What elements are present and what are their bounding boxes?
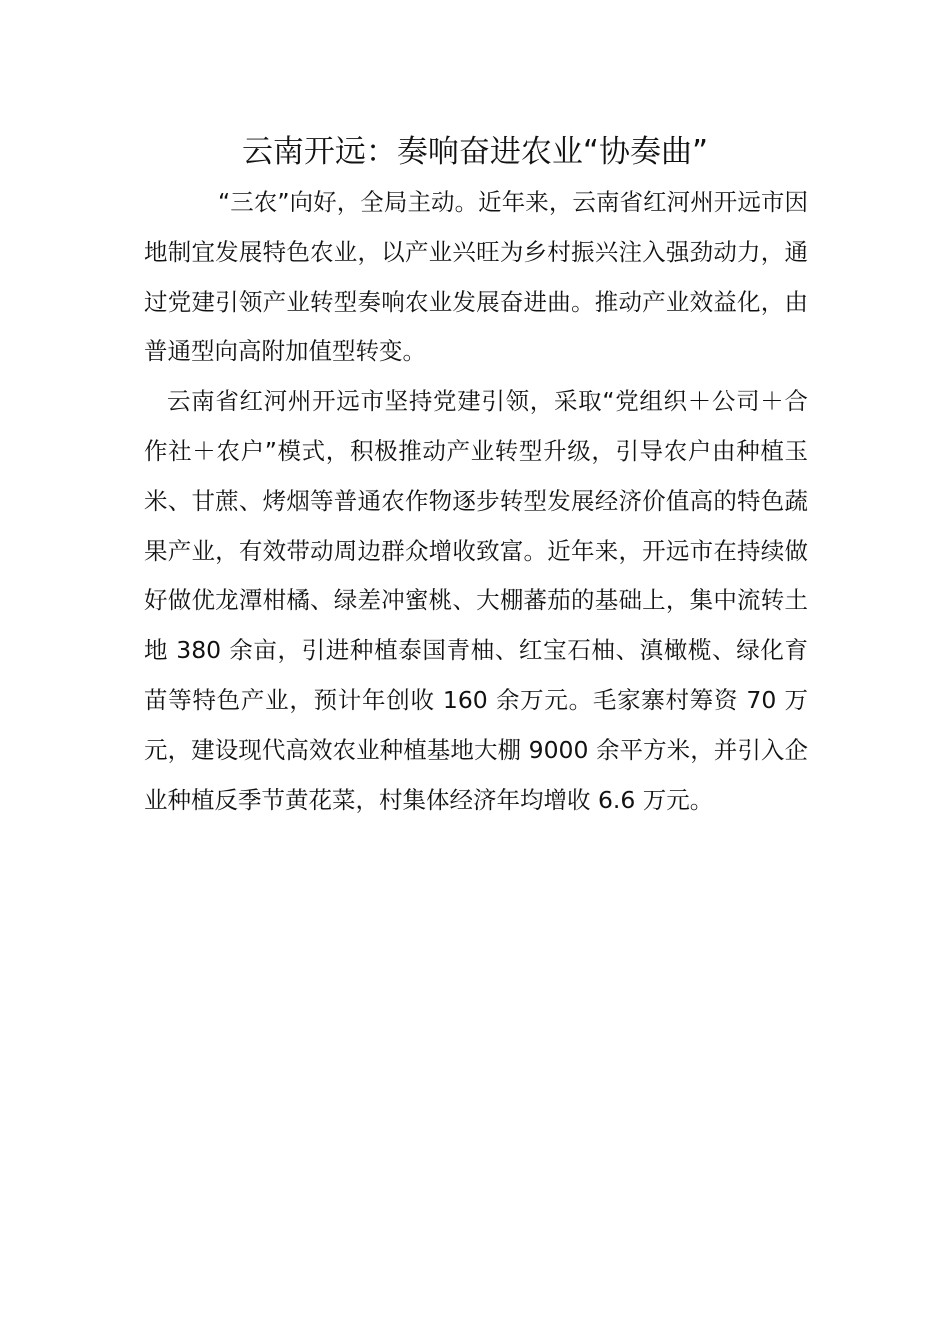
document-title: 云南开远：奏响奋进农业“协奏曲”	[241, 134, 709, 170]
document-body	[144, 178, 808, 825]
paragraph-intro: “三农”向好，全局主动。近年来，云南省红河州开远市因地制宜发展特色农业，以产业兴旺为乡村振兴注入强劲动力，通过党建引领产业转型奏响农业发展奋进曲。推动产业效益化，由普通型向高附加值型转变。	[144, 188, 808, 366]
paragraph-main: 云南省红河州开远市坚持党建引领，采取“党组织＋公司＋合作社＋农户”模式，积极推动产业转型升级，引导农户由种植玉米、甘蔗、烤烟等普通农作物逐步转型发展经济价值高的特色蔬果产业，有效带动周边群众增收致富。近年来，开远市在持续做好做优龙潭柑橘、绿差冲蜜桃、大棚蕃茄的基础上，集中流转土地 380 余亩，引进种植泰国青柚、红宝石柚、滇橄榄、绿化育苗等特色产业，预计年创收 160 余万元。毛家寨村筹资 70 万元，建设现代高效农业种植基地大棚 9000 余平方米，并引入企业种植反季节黄花菜，村集体经济年均增收 6.6 万元。	[144, 387, 808, 814]
